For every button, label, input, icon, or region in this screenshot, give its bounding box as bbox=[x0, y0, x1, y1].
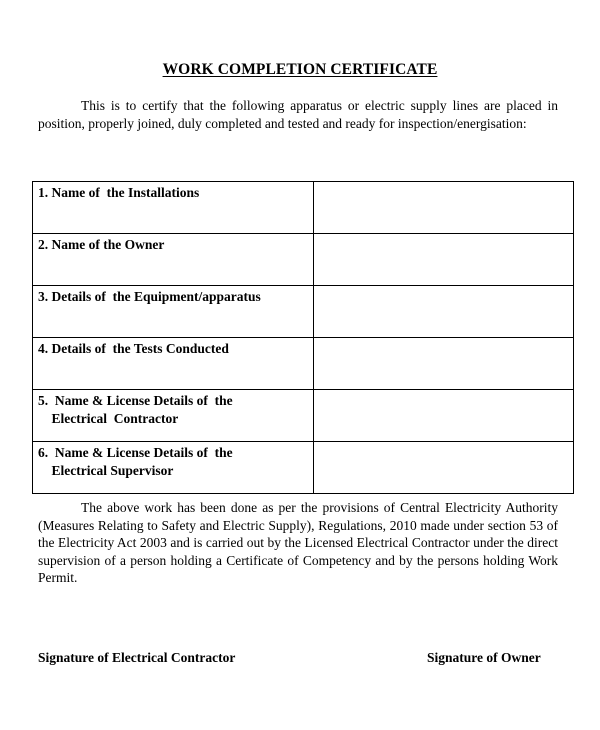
row-label: 6. Name & License Details of the Electrical Supervisor bbox=[38, 445, 233, 478]
owner-signature-label: Signature of Owner bbox=[427, 650, 541, 665]
table-row bbox=[33, 286, 574, 338]
row-label: 5. Name & License Details of the Electrical Contractor bbox=[38, 393, 233, 426]
row-label-cell bbox=[33, 182, 314, 234]
row-label-cell bbox=[33, 442, 314, 494]
table-row bbox=[33, 234, 574, 286]
table-row bbox=[33, 338, 574, 390]
row-label-cell bbox=[33, 390, 314, 442]
contractor-details-field[interactable] bbox=[314, 390, 574, 442]
supervisor-details-field[interactable] bbox=[314, 442, 574, 494]
intro-paragraph: This is to certify that the following apparatus or electric supply lines are placed in position, properly joined, duly completed and tested and ready for inspection/energisation: bbox=[38, 98, 558, 131]
row-label: 2. Name of the Owner bbox=[38, 237, 165, 252]
row-label-cell bbox=[33, 338, 314, 390]
contractor-signature-label: Signature of Electrical Contractor bbox=[38, 650, 236, 665]
owner-name-field[interactable] bbox=[314, 234, 574, 286]
document-title: WORK COMPLETION CERTIFICATE bbox=[162, 61, 438, 78]
row-label-cell bbox=[33, 286, 314, 338]
table-row bbox=[33, 390, 574, 442]
row-label: 3. Details of the Equipment/apparatus bbox=[38, 289, 261, 304]
details-table bbox=[32, 181, 574, 494]
closing-paragraph: The above work has been done as per the provisions of Central Electricity Authority (Measures Relating to Safety and Electric Supply), Regulations, 2010 made under section 53 of the Electricity Act 2003 and is carried out by the Licensed Electrical Contractor under the direct supervision of a person holding a Certificate of Competency and by the persons holding Work Permit. bbox=[38, 500, 558, 585]
table-row bbox=[33, 442, 574, 494]
table-row bbox=[33, 182, 574, 234]
equipment-details-field[interactable] bbox=[314, 286, 574, 338]
row-label: 1. Name of the Installations bbox=[38, 185, 200, 200]
installation-name-field[interactable] bbox=[314, 182, 574, 234]
row-label-cell bbox=[33, 234, 314, 286]
tests-conducted-field[interactable] bbox=[314, 338, 574, 390]
row-label: 4. Details of the Tests Conducted bbox=[38, 341, 229, 356]
